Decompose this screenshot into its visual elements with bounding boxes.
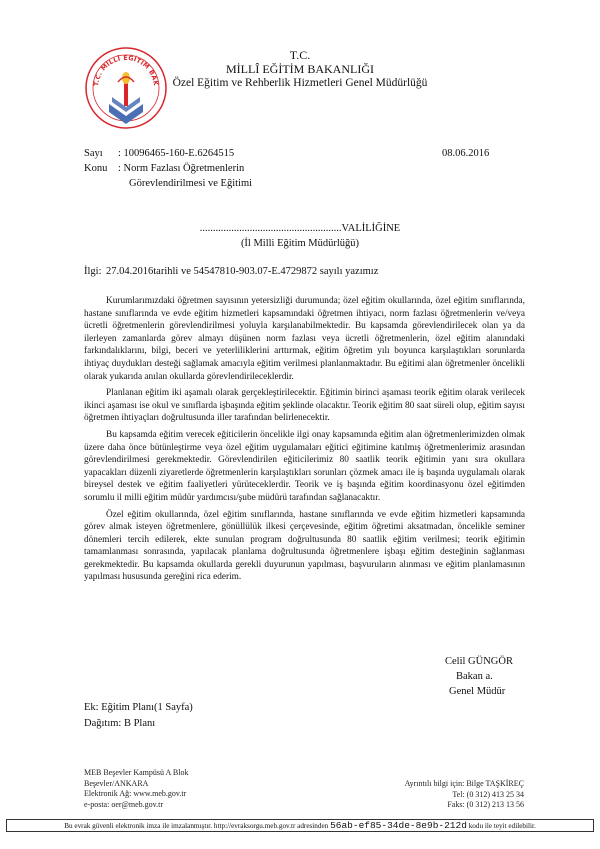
e-signature-verification-bar	[6, 819, 594, 832]
footer-phone: Tel: (0 312) 413 25 34	[452, 789, 524, 799]
konu-value-line2: Görevlendirilmesi ve Eğitimi	[129, 178, 253, 189]
attachment-note: Ek: Eğitim Planı(1 Sayfa)	[84, 702, 193, 713]
footer-web: Elektronik Ağ: www.meb.gov.tr	[84, 789, 187, 798]
footer-address	[84, 768, 188, 810]
paragraph-4: Özel eğitim okullarında, özel eğitim sınıflarında, hastane sınıflarında ve evde eğitim hizmetleri kapsamında görev almak isteyen öğretmenlere, gönüllülük ilkesi çerçevesinde, eğitim öğretimi aksatmadan, öncelikle seminer dönemleri tercih edilerek, ekte sunulan program doğrultusunda 80 saatlik eğitim verilmesi; teorik eğitimin tamamlanması sonrasında, yapılacak planlama doğrultusunda öğretmenlere işbaşı eğitim desteğinin sağlanması gerekmektedir. Bu kapsamda okullarda gerekli duyurunun yapılması, başvuruların alınması ve eğitim planlamasının yapılması hususunda gereğini rica ederim.	[84, 509, 525, 583]
header-directorate: Özel Eğitim ve Rehberlik Hizmetleri Genel Müdürlüğü	[172, 77, 428, 89]
letterhead	[0, 48, 600, 90]
sayi-value: : 10096465-160-E.6264515	[118, 148, 235, 159]
header-ministry: MİLLÎ EĞİTİM BAKANLIĞI	[226, 62, 374, 76]
paragraph-2: Planlanan eğitim iki aşamalı olarak gerçekleştirilecektir. Eğitimin birinci aşaması teorik eğitim olarak verilecek ikinci aşaması ise okul ve sınıflarda işbaşında eğitim şeklinde olacaktır. Teorik eğitim 80 saat süreli olup, eğitim sayısı öğretmen ihtiyaçları doğrultusunda iller tarafından belirlenecektir.	[84, 388, 525, 424]
paragraph-1: Kurumlarımızdaki öğretmen sayısının yetersizliği durumunda; özel eğitim okullarında, özel eğitim sınıflarında, hastane sınıflarında ve evde eğitim hizmetleri kapsamındaki öğretmen ihtiyacı, norm fazlası öğretmenlerin ve/veya ücretli öğretmenlerin görevlendirilmesi yoluyla karşılanabilmektedir. Bu kapsamda görevlendirilecek olan ya da ilerleyen zamanlarda görev almayı düşünen norm fazlası veya ücretli öğretmenlerin, özel eğitim alanındaki farkındalıklarını, bilgi, beceri ve yeterliliklerini arttırmak, eğitim öğretim yılı boyunca karşılaştıkları sorunlarda ihtiyaç duydukları desteği sağlamak amacıyla eğitim verilmesi planlanmaktadır. Bu eğitimi alan öğretmenler öncelikli olarak yukarıda anılan okullarda görevlendirileceklerdir.	[84, 296, 525, 382]
signatory-title-2: Genel Müdür	[449, 686, 506, 697]
header-tc: T.C.	[289, 48, 311, 62]
recipient: ......................................................VALİLİĞİNE	[199, 223, 401, 234]
ilgi-text: 27.04.2016tarihli ve 54547810-903.07-E.4729872 sayılı yazımız	[106, 266, 379, 277]
konu-value: : Norm Fazlası Öğretmenlerin	[118, 163, 245, 174]
distribution-note: Dağıtım: B Planı	[84, 718, 156, 729]
signatory-name: Celil GÜNGÖR	[445, 656, 513, 667]
verify-code: 56ab-ef85-34de-8e9b-212d	[330, 820, 467, 831]
footer-contact	[405, 779, 524, 811]
footer-fax: Faks: (0 312) 213 13 56	[447, 800, 524, 809]
ilgi-label: İlgi:	[84, 266, 102, 277]
recipient-sub: (İl Milli Eğitim Müdürlüğü)	[240, 238, 360, 249]
verify-suffix: kodu ile teyit edilebilir.	[468, 822, 536, 830]
document-date: 08.06.2016	[442, 148, 490, 159]
footer-email: e-posta: oer@meb.gov.tr	[84, 799, 164, 809]
footer-address-2: Beşevler/ANKARA	[84, 778, 149, 788]
logo-arc-text: T.C. MİLLÎ EĞİTİM BAK	[93, 54, 159, 87]
signatory-title-1: Bakan a.	[456, 671, 493, 682]
paragraph-3: Bu kapsamda eğitim verecek eğiticilerin öncelikle ilgi onay kapsamında eğitim alan öğretmenlerimizden olmak üzere daha önce bütünleştirme veya özel eğitim uygulamaları eğitici eğitimine katılmış öğretmenlerimiz arasından görevlendirilmesi gerekmektedir. Görevlendirilen eğiticilerimiz 80 saatlik teorik eğitimin yanı sıra okullara yapacakları düzenli ziyaretlerde öğretmenlerin karşılaştıkları sorunları çözmek amacı ile iş başında uygulamalı olarak bireysel destek ve eğitim faaliyetleri yürüteceklerdir. Teorik ve iş başında eğitim koordinasyonu özel eğitimden sorumlu il milli eğitim müdür yardımcısı/şube müdürü tarafından sağlanacaktır.	[84, 429, 525, 503]
letter-body	[84, 295, 525, 588]
sayi-label: Sayı	[84, 148, 103, 159]
konu-label: Konu	[84, 163, 108, 174]
footer-contact-person: Ayrıntılı bilgi için: Bilge TAŞKİREÇ	[404, 779, 524, 788]
footer-address-1: MEB Beşevler Kampüsü A Blok	[84, 768, 189, 777]
verify-prefix: Bu evrak güvenli elektronik imza ile imzalanmıştır. http://evraksorgu.meb.gov.tr adresinden	[64, 822, 329, 830]
